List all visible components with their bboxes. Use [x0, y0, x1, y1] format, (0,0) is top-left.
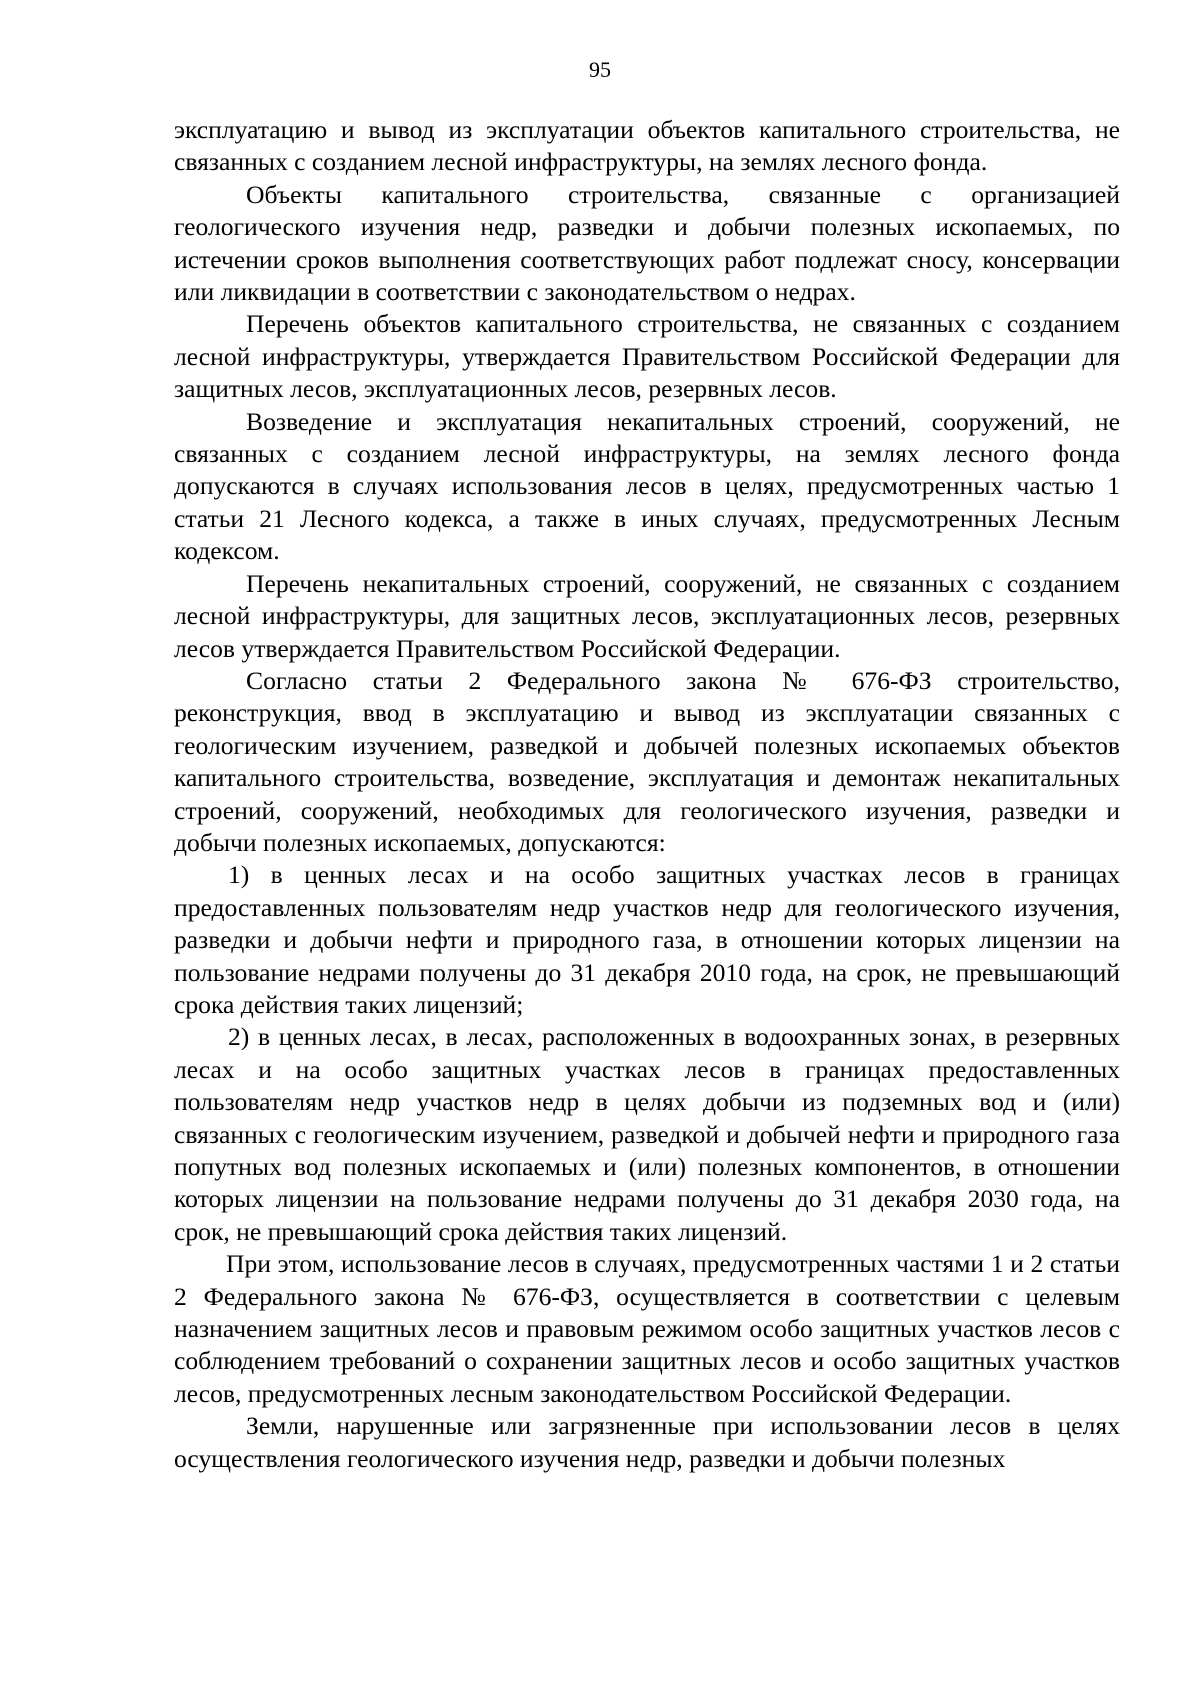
paragraph-list-capital-objects: Перечень объектов капитального строительства, не связанных с созданием лесной инфраструктуры, утверждается Правительством Российской Федерации для защитных лесов, эксплуатационных лесов, резервных лесов.	[174, 309, 1120, 404]
page-number: 95	[589, 57, 611, 82]
paragraph-continuation: эксплуатацию и вывод из эксплуатации объектов капитального строительства, не связанных с созданием лесной инфраструктуры, на землях лесного фонда.	[174, 115, 1120, 177]
paragraph-federal-law-676: Согласно статьи 2 Федерального закона № 676-ФЗ строительство, реконструкция, ввод в эксплуатацию и вывод из эксплуатации связанных с геологическим изучением, разведкой и добычей полезных ископаемых объектов капитального строительства, возведение, эксплуатация и демонтаж некапитальных строений, сооружений, необходимых для геологического изучения, разведки и добычи полезных ископаемых, допускаются:	[174, 665, 1120, 857]
list-item-1: 1) в ценных лесах и на особо защитных участках лесов в границах предоставленных пользователям недр участков недр для геологического изучения, разведки и добычи нефти и природного газа, в отношении которых лицензии на пользование недрами получены до 31 декабря 2010 года, на срок, не превышающий срока действия таких лицензий;	[174, 860, 1120, 1019]
body-text	[174, 114, 1120, 1475]
list-item-2: 2) в ценных лесах, в лесах, расположенных в водоохранных зонах, в резервных лесах и на особо защитных участках лесов в границах предоставленных пользователям недр участков недр в целях добычи из подземных вод и (или) связанных с геологическим изучением, разведкой и добычей нефти и природного газа попутных вод полезных ископаемых и (или) полезных компонентов, в отношении которых лицензии на пользование недрами получены до 31 декабря 2030 года, на срок, не превышающий срока действия таких лицензий.	[174, 1022, 1120, 1246]
paragraph-forest-use: При этом, использование лесов в случаях, предусмотренных частями 1 и 2 статьи 2 Федерального закона № 676-ФЗ, осуществляется в соответствии с целевым назначением защитных лесов и правовым режимом особо защитных участков лесов с соблюдением требований о сохранении защитных лесов и особо защитных участков лесов, предусмотренных лесным законодательством Российской Федерации.	[174, 1249, 1120, 1408]
paragraph-disturbed-lands: Земли, нарушенные или загрязненные при использовании лесов в целях осуществления геологического изучения недр, разведки и добычи полезных	[174, 1411, 1120, 1473]
paragraph-list-noncapital: Перечень некапитальных строений, сооружений, не связанных с созданием лесной инфраструктуры, для защитных лесов, эксплуатационных лесов, резервных лесов утверждается Правительством Российской Федерации.	[174, 568, 1120, 663]
paragraph-objects-demolition: Объекты капитального строительства, связанные с организацией геологического изучения недр, разведки и добычи полезных ископаемых, по истечении сроков выполнения соответствующих работ подлежат сносу, консервации или ликвидации в соответствии с законодательством о недрах.	[174, 179, 1120, 307]
paragraph-noncapital-construction: Возведение и эксплуатация некапитальных строений, сооружений, не связанных с созданием лесной инфраструктуры, на землях лесного фонда допускаются в случаях использования лесов в целях, предусмотренных частью 1 статьи 21 Лесного кодекса, а также в иных случаях, предусмотренных Лесным кодексом.	[174, 406, 1120, 566]
